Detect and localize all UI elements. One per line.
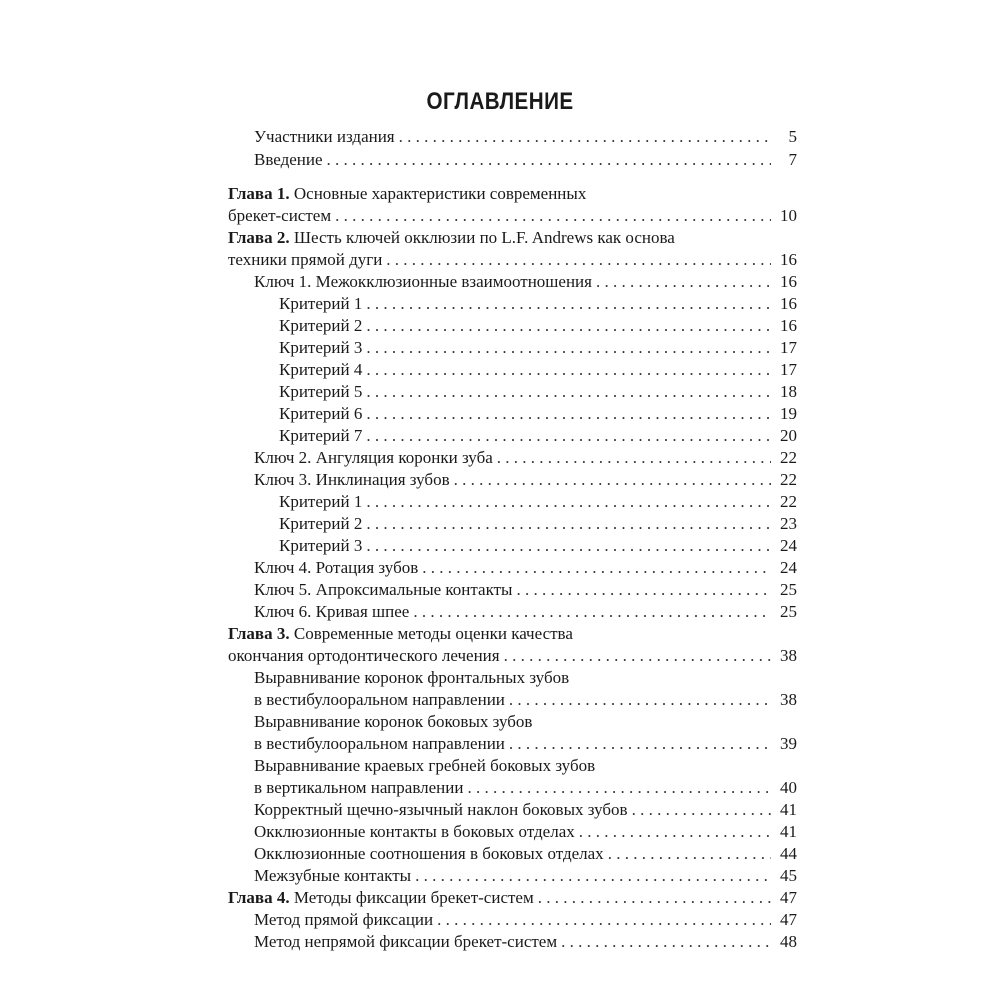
page-number: 10 xyxy=(780,206,797,225)
dot-leader xyxy=(413,601,771,623)
dot-leader xyxy=(608,843,771,865)
dot-leader xyxy=(561,931,771,953)
page-number: 22 xyxy=(780,470,797,489)
dot-leader xyxy=(399,126,771,148)
chapter-label: Глава 2. xyxy=(228,228,290,247)
dot-leader xyxy=(454,469,771,491)
toc-section-3-5[interactable]: Окклюзионные контакты в боковых отделах . . . 41 xyxy=(254,821,797,843)
toc-entry-criterion[interactable]: Критерий 3 . . . 17 xyxy=(279,337,797,359)
toc-section-4-1[interactable]: Метод прямой фиксации . . . 47 xyxy=(254,909,797,931)
dot-leader xyxy=(538,887,771,909)
dot-leader xyxy=(366,381,771,403)
dot-leader xyxy=(366,359,771,381)
toc-section-3-3[interactable]: в вертикальном направлении . . . 40 xyxy=(254,777,797,799)
toc-chapter-4[interactable]: Глава 4. Методы фиксации брекет-систем . . . 47 xyxy=(228,887,797,909)
page-number: 41 xyxy=(780,822,797,841)
dot-leader xyxy=(366,337,771,359)
page-number: 16 xyxy=(780,250,797,269)
page-number: 24 xyxy=(780,558,797,577)
dot-leader xyxy=(366,425,771,447)
page-number: 45 xyxy=(780,866,797,885)
toc-entry-contributors[interactable]: Участники издания . . . 5 xyxy=(254,126,797,148)
page-number: 17 xyxy=(780,360,797,379)
page-number: 5 xyxy=(788,127,797,146)
page-number: 40 xyxy=(780,778,797,797)
toc-chapter-1[interactable]: брекет-систем . . . 10 xyxy=(228,205,797,227)
toc-section-4-2[interactable]: Метод непрямой фиксации брекет-систем . . . 48 xyxy=(254,931,797,953)
chapter-label: Глава 4. xyxy=(228,888,290,907)
dot-leader xyxy=(386,249,771,271)
page-number: 16 xyxy=(780,316,797,335)
page-number: 44 xyxy=(780,844,797,863)
chapter-label: Глава 1. xyxy=(228,184,290,203)
page-number: 48 xyxy=(780,932,797,951)
page-number: 19 xyxy=(780,404,797,423)
toc-entry-criterion[interactable]: Критерий 1 . . . 22 xyxy=(279,491,797,513)
page-number: 47 xyxy=(780,910,797,929)
page-number: 22 xyxy=(780,492,797,511)
toc-section-3-7[interactable]: Межзубные контакты . . . 45 xyxy=(254,865,797,887)
dot-leader xyxy=(596,271,771,293)
toc-entry-key-1[interactable]: Ключ 1. Межокклюзионные взаимоотношения . . . 16 xyxy=(254,271,797,293)
page-number: 25 xyxy=(780,602,797,621)
dot-leader xyxy=(366,491,771,513)
dot-leader xyxy=(415,865,771,887)
toc-chapter-2[interactable]: техники прямой дуги . . . 16 xyxy=(228,249,797,271)
toc-section-3-2[interactable]: в вестибулооральном направлении . . . 39 xyxy=(254,733,797,755)
dot-leader xyxy=(366,513,771,535)
dot-leader xyxy=(509,689,771,711)
dot-leader xyxy=(366,293,771,315)
toc-chapter-3[interactable]: окончания ортодонтического лечения . . . 38 xyxy=(228,645,797,667)
toc-chapter-2-line1[interactable]: Глава 2. Шесть ключей окклюзии по L.F. Andrews как основа xyxy=(228,228,675,247)
toc-section-3-6[interactable]: Окклюзионные соотношения в боковых отделах . . . 44 xyxy=(254,843,797,865)
dot-leader xyxy=(467,777,771,799)
dot-leader xyxy=(327,149,771,171)
page-number: 47 xyxy=(780,888,797,907)
page-number: 16 xyxy=(780,272,797,291)
toc-section-3-1-line1[interactable]: Выравнивание коронок фронтальных зубов xyxy=(254,668,570,687)
dot-leader xyxy=(504,645,771,667)
toc-entry-criterion[interactable]: Критерий 6 . . . 19 xyxy=(279,403,797,425)
dot-leader xyxy=(366,315,771,337)
page-number: 24 xyxy=(780,536,797,555)
dot-leader xyxy=(366,535,771,557)
toc-entry-criterion[interactable]: Критерий 3 . . . 24 xyxy=(279,535,797,557)
page-number: 38 xyxy=(780,646,797,665)
dot-leader xyxy=(632,799,771,821)
page-number: 38 xyxy=(780,690,797,709)
toc-entry-criterion[interactable]: Критерий 4 . . . 17 xyxy=(279,359,797,381)
dot-leader xyxy=(422,557,771,579)
toc-entry-key-2[interactable]: Ключ 2. Ангуляция коронки зуба . . . 22 xyxy=(254,447,797,469)
toc-entry-criterion[interactable]: Критерий 2 . . . 16 xyxy=(279,315,797,337)
page-number: 25 xyxy=(780,580,797,599)
toc-entry-key-4[interactable]: Ключ 4. Ротация зубов . . . 24 xyxy=(254,557,797,579)
page-number: 20 xyxy=(780,426,797,445)
dot-leader xyxy=(509,733,771,755)
page-number: 7 xyxy=(788,150,797,169)
dot-leader xyxy=(366,403,771,425)
page-number: 18 xyxy=(780,382,797,401)
page-title: ОГЛАВЛЕНИЕ xyxy=(426,88,574,115)
toc-entry-intro[interactable]: Введение . . . 7 xyxy=(254,149,797,171)
toc-section-3-4[interactable]: Корректный щечно-язычный наклон боковых зубов . . . 41 xyxy=(254,799,797,821)
toc-chapter-3-line1[interactable]: Глава 3. Современные методы оценки качества xyxy=(228,624,573,643)
toc-section-3-2-line1[interactable]: Выравнивание коронок боковых зубов xyxy=(254,712,533,731)
page-number: 23 xyxy=(780,514,797,533)
dot-leader xyxy=(335,205,771,227)
toc-section-3-1[interactable]: в вестибулооральном направлении . . . 38 xyxy=(254,689,797,711)
page-number: 41 xyxy=(780,800,797,819)
toc-entry-key-3[interactable]: Ключ 3. Инклинация зубов . . . 22 xyxy=(254,469,797,491)
toc-entry-criterion[interactable]: Критерий 5 . . . 18 xyxy=(279,381,797,403)
page-number: 39 xyxy=(780,734,797,753)
toc-entry-criterion[interactable]: Критерий 1 . . . 16 xyxy=(279,293,797,315)
page-number: 22 xyxy=(780,448,797,467)
page-number: 17 xyxy=(780,338,797,357)
dot-leader xyxy=(516,579,771,601)
toc-entry-criterion[interactable]: Критерий 7 . . . 20 xyxy=(279,425,797,447)
toc-section-3-3-line1[interactable]: Выравнивание краевых гребней боковых зубов xyxy=(254,756,596,775)
dot-leader xyxy=(437,909,771,931)
chapter-label: Глава 3. xyxy=(228,624,290,643)
dot-leader xyxy=(579,821,771,843)
dot-leader xyxy=(497,447,771,469)
toc-entry-key-6[interactable]: Ключ 6. Кривая шпее . . . 25 xyxy=(254,601,797,623)
toc-entry-criterion[interactable]: Критерий 2 . . . 23 xyxy=(279,513,797,535)
toc-chapter-1-line1[interactable]: Глава 1. Основные характеристики современных xyxy=(228,184,587,203)
toc-entry-key-5[interactable]: Ключ 5. Апроксимальные контакты . . . 25 xyxy=(254,579,797,601)
page-number: 16 xyxy=(780,294,797,313)
